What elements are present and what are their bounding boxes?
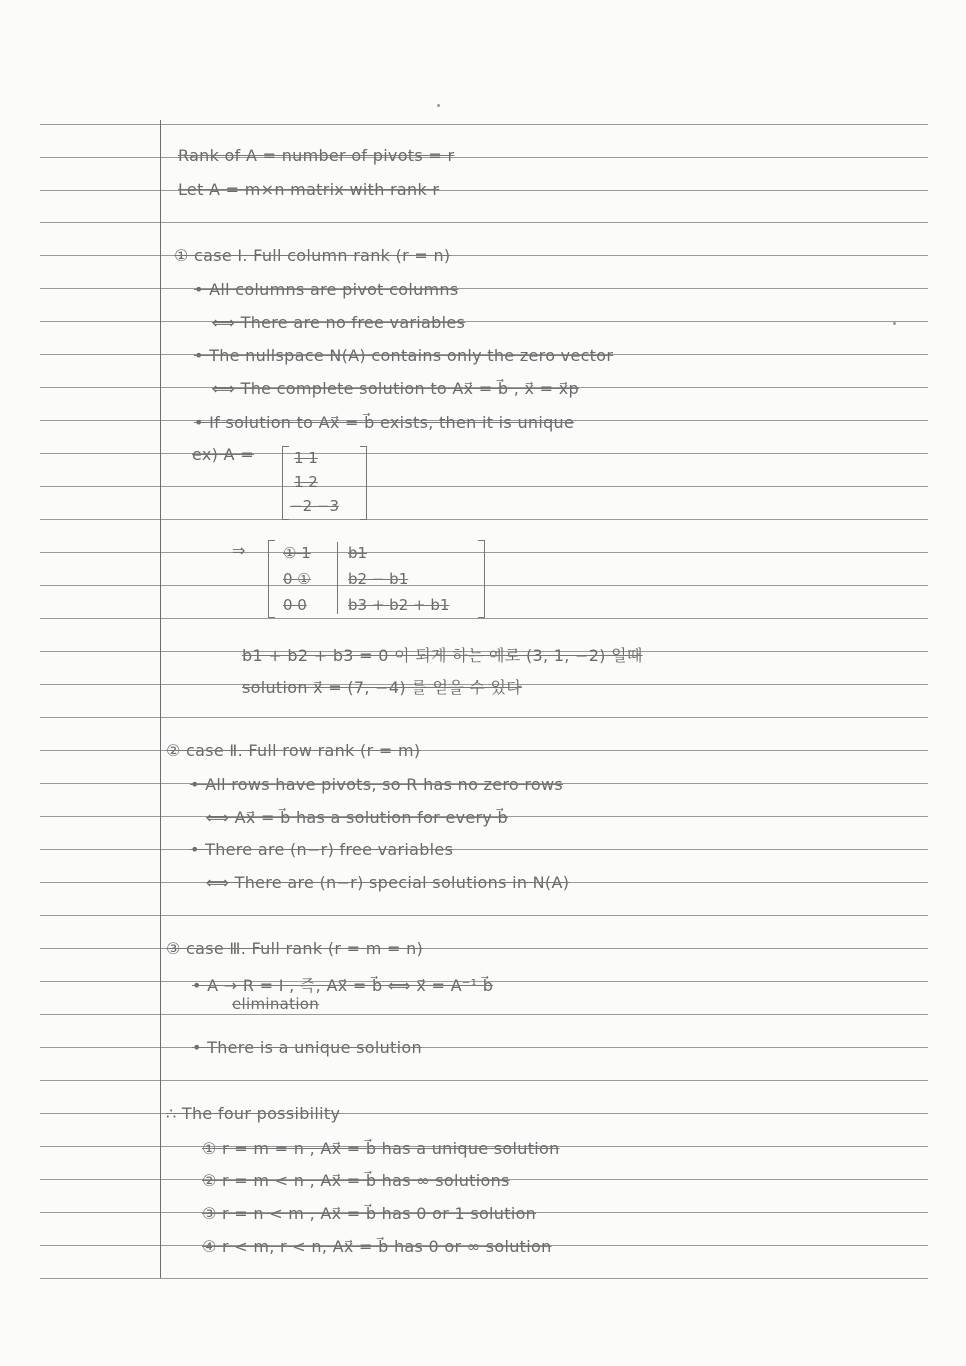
summary-item-4: ④ r < m, r < n, Ax⃗ = b⃗ has 0 or ∞ solution (202, 1237, 552, 1256)
summary-item-2: ② r = m < n , Ax⃗ = b⃗ has ∞ solutions (202, 1171, 510, 1190)
line-let-a: Let A = m×n matrix with rank r (178, 180, 440, 199)
matrix-aug-right-row: b3 + b2 + b1 (348, 596, 450, 614)
case3-elimination-label: elimination (232, 995, 320, 1013)
summary-item-1: ① r = m = n , Ax⃗ = b⃗ has a unique solution (202, 1139, 560, 1158)
rule-line (40, 190, 928, 191)
rule-line (40, 321, 928, 322)
rule-line (40, 124, 928, 125)
matrix-a-left-bracket (282, 446, 289, 520)
case1-bullet1-equiv: ⟺ There are no free variables (212, 313, 466, 332)
matrix-a-row: 1 2 (294, 473, 318, 491)
matrix-a-right-bracket (360, 446, 367, 520)
summary-item-3: ③ r = n < m , Ax⃗ = b⃗ has 0 or 1 solution (202, 1204, 537, 1223)
rule-line (40, 1080, 928, 1081)
case1-example-label: ex) A = (192, 445, 254, 464)
matrix-a-row: −2 −3 (290, 497, 339, 515)
rule-line (40, 222, 928, 223)
summary-heading: ∴ The four possibility (166, 1104, 341, 1123)
matrix-aug-left-row: 0 ① (283, 570, 311, 588)
rule-line (40, 1278, 928, 1279)
rule-line (40, 288, 928, 289)
matrix-aug-divider (337, 542, 338, 614)
rule-line (40, 453, 928, 454)
rule-line (40, 486, 928, 487)
matrix-aug-left-row: ① 1 (283, 544, 311, 562)
rule-line (40, 849, 928, 850)
rule-line (40, 519, 928, 520)
matrix-aug-right-bracket (478, 540, 485, 618)
case1-heading: ① case Ⅰ. Full column rank (r = n) (174, 246, 451, 265)
line-rank-definition: Rank of A = number of pivots = r (178, 146, 455, 165)
case1-note-line1: b1 + b2 + b3 = 0 이 되게 하는 예로 (3, 1, −2) 일때 (242, 646, 643, 665)
implies-arrow: ⇒ (232, 541, 246, 560)
speck (437, 104, 440, 107)
matrix-aug-right-row: b2 − b1 (348, 570, 409, 588)
matrix-aug-left-bracket (268, 540, 275, 618)
case3-bullet1: • A → R = I , 즉, Ax⃗ = b⃗ ⟺ x⃗ = A⁻¹ b⃗ (192, 976, 494, 995)
case2-bullet1: • All rows have pivots, so R has no zero rows (190, 775, 564, 794)
rule-line (40, 157, 928, 158)
case1-bullet1: • All columns are pivot columns (194, 280, 459, 299)
case3-bullet2: • There is a unique solution (192, 1038, 422, 1057)
case2-bullet1-equiv: ⟺ Ax⃗ = b⃗ has a solution for every b⃗ (206, 808, 508, 827)
case2-bullet2: • There are (n−r) free variables (190, 840, 454, 859)
case1-bullet3: • If solution to Ax⃗ = b⃗ exists, then it is unique (194, 413, 575, 432)
matrix-aug-right-row: b1 (348, 544, 368, 562)
rule-line (40, 915, 928, 916)
case3-heading: ③ case Ⅲ. Full rank (r = m = n) (166, 939, 424, 958)
speck (893, 322, 896, 325)
rule-line (40, 618, 928, 619)
case2-heading: ② case Ⅱ. Full row rank (r = m) (166, 741, 421, 760)
matrix-a-row: 1 1 (294, 449, 318, 467)
case1-note-line2: solution x⃗ = (7, −4) 를 얻을 수 있다 (242, 678, 522, 697)
case2-bullet2-equiv: ⟺ There are (n−r) special solutions in N(A) (206, 873, 570, 892)
case1-bullet2-equiv: ⟺ The complete solution to Ax⃗ = b⃗ , x⃗ = x⃗p (212, 379, 579, 398)
matrix-aug-left-row: 0 0 (283, 596, 307, 614)
rule-line (40, 1014, 928, 1015)
rule-line (40, 717, 928, 718)
case1-bullet2: • The nullspace N(A) contains only the zero vector (194, 346, 614, 365)
rule-line (40, 1047, 928, 1048)
margin-line (160, 120, 161, 1278)
